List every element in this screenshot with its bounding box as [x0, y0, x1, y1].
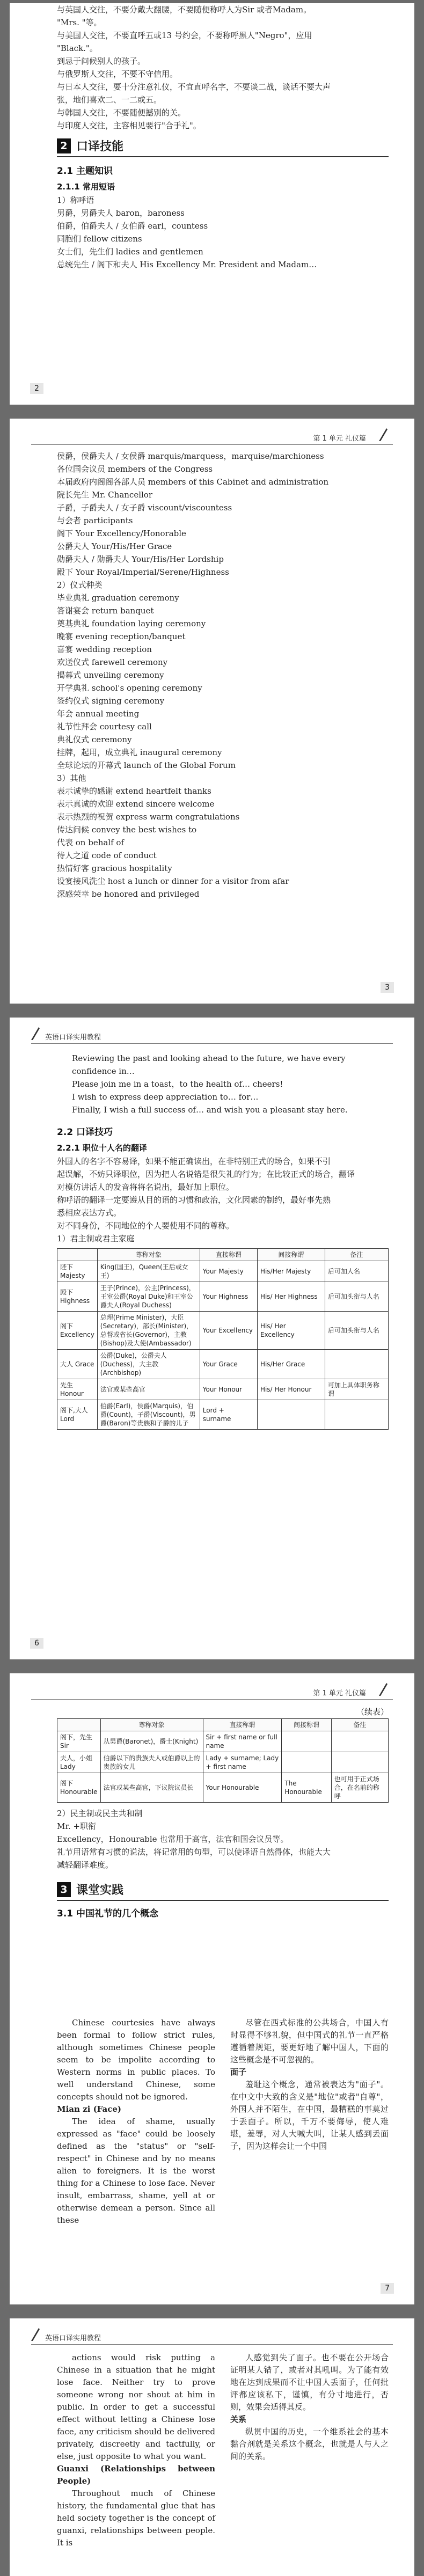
header-rule	[31, 2344, 393, 2345]
text-line: 侯爵，侯爵夫人 / 女侯爵 marquis/marquess，marquise/marchioness	[57, 451, 324, 461]
text-line: 3）其他	[57, 773, 86, 783]
text-line: Excellency，Honourable 也常用于高官，法官和国会议员等。	[57, 1834, 289, 1844]
text-line: 与美国人交往，不要直呼五或13 号约会，不要称呼黑人"Negro"，应用	[57, 31, 312, 40]
section-rule	[57, 1900, 389, 1901]
section-number: 2	[57, 138, 71, 153]
text-line: 表示真诚的欢迎 extend sincere welcome	[57, 799, 215, 809]
text-line: 深感荣幸 be honored and privileged	[57, 889, 200, 899]
text-line: 年会 annual meeting	[57, 709, 140, 719]
page-number: 2	[30, 383, 43, 394]
table-cell: 伯爵以下的贵族夫人或伯爵以上的贵族的女儿	[100, 1752, 203, 1773]
table-cell: 阁下 Excellency	[57, 1312, 98, 1350]
table-header-cell: 备注	[325, 1249, 388, 1261]
text-line: 设宴接风洗尘 host a lunch or dinner for a visitor from afar	[57, 876, 289, 886]
phrase-list	[57, 450, 389, 901]
body-paragraph	[57, 1155, 389, 1245]
column-paragraph: Throughout much of Chinese history, the fundamental glue that has held society together is the concept of guanxi, relationships between people. It is	[57, 2489, 215, 2548]
text-line: 对模仿讲话人的发音将将名说出，最好加上职位。	[57, 1182, 235, 1192]
table-cell: 也可用于正式场合，在名前的称呼	[331, 1773, 388, 1803]
text-line: 全球论坛的开幕式 launch of the Global Forum	[57, 760, 236, 770]
text-line: 悉相应表达方式。	[57, 1208, 122, 1218]
table-cell: King(国王)，Queen(王后或女王)	[97, 1261, 200, 1282]
column-paragraph: actions would risk putting a Chinese in a situation that he might lose face. Neither try to prove someone wrong nor shout at him in public. In order to get a successful effect without letting a Chinese lose face, any criticism should be delivered privately, discreetly and tactfully, or else, just opposite to what you want.	[57, 2353, 215, 2461]
text-line: 1）君主制或君主家庭	[57, 1234, 135, 1243]
column-paragraph: 人感觉到失了面子。也不要在公开场合证明某人错了，或者对其吼叫。为了能有效地在达到成果而不让中国人丢面子，任何批评都应该私下，谨慎，有分寸地进行，否则，效果会适得其反。	[230, 2353, 389, 2412]
page-6	[10, 1018, 414, 1659]
table-header-cell	[57, 1719, 101, 1731]
table-cell: The Honourable	[282, 1773, 331, 1803]
running-header: 英语口译实用教程	[45, 2334, 101, 2343]
table-header-cell	[57, 1249, 98, 1261]
text-line: 礼节用语常有习惯的说法，将记常用的句型，可以使译语自然得体，也能大大	[57, 1847, 331, 1857]
table-cell: 公爵(Duke)，公爵夫人(Duchess)，大主教(Archbishop)	[97, 1350, 200, 1379]
pen-icon	[29, 1025, 41, 1041]
table-row	[57, 1282, 389, 1312]
table-cell: Your Highness	[200, 1282, 257, 1312]
table-cell: Your Grace	[200, 1350, 257, 1379]
table-cell: His/ Her Highness	[257, 1282, 325, 1312]
table-row	[57, 1752, 389, 1773]
text-line: 待人之道 code of conduct	[57, 851, 157, 860]
column-paragraph: 羞耻这个概念，通常被表达为"面子"。在中文中大致的含义是"地位"或者"自尊"，外国人并不陌生，在中国，最糟糕的事莫过于丢面子。所以，千万不要侮辱，使人难堪，羞辱，对人大喊大叫，让某人感到丢面子，因为这样会让一个中国	[230, 2080, 389, 2151]
running-header: 英语口译实用教程	[45, 1034, 101, 1042]
text-line: 签约仪式 signing ceremony	[57, 696, 165, 706]
table-cell: Sir + first name or full name	[203, 1731, 282, 1752]
text-line: 减轻翻译难度。	[57, 1860, 114, 1870]
text-line: 阁下 Your Excellency/Honorable	[57, 529, 186, 538]
text-line: I wish to express deep appreciation to… for…	[72, 1092, 259, 1102]
header-rule	[31, 1043, 393, 1044]
page-number: 7	[381, 2283, 394, 2294]
text-line: 礼节性拜会 courtesy call	[57, 722, 152, 731]
table-cell: Lady + surname; Lady + first name	[203, 1752, 282, 1773]
table-header-cell: 直接称谓	[200, 1249, 257, 1261]
pen-icon	[377, 426, 389, 442]
table-row	[57, 1773, 389, 1803]
text-line: 到忌于问候别人的孩子。	[57, 56, 146, 66]
pen-icon	[377, 1681, 389, 1697]
text-line: 各位国会议员 members of the Congress	[57, 464, 213, 474]
section-2-heading-block	[57, 137, 389, 271]
section-title	[57, 137, 389, 154]
text-line: 公爵夫人 Your/His/Her Grace	[57, 541, 172, 551]
english-column	[57, 2352, 215, 2549]
table-cell: 殿下 Highness	[57, 1282, 98, 1312]
table-cell: His/ Her Excellency	[257, 1312, 325, 1350]
table-cell: 陛下 Majesty	[57, 1261, 98, 1282]
table-cell	[282, 1752, 331, 1773]
text-line: 同胞们 fellow citizens	[57, 234, 142, 244]
text-line: 毕业典礼 graduation ceremony	[57, 593, 179, 603]
table-cell: 法官或某些高官	[97, 1379, 200, 1400]
text-line: 2）仪式种类	[57, 580, 103, 590]
chinese-column	[230, 2352, 389, 2549]
table-header-row	[57, 1249, 389, 1261]
section-number: 3	[57, 1882, 71, 1897]
table-cell: His/Her Grace	[257, 1350, 325, 1379]
honorifics-table-continued	[57, 1718, 389, 1803]
table-cell	[257, 1400, 325, 1430]
chinese-column	[230, 2017, 389, 2227]
table-header-row	[57, 1719, 389, 1731]
text-line: 典礼仪式 ceremony	[57, 735, 132, 744]
subsection-heading: 3.1 中国礼节的几个概念	[57, 1908, 159, 1919]
text-line: 喜宴 wedding reception	[57, 645, 152, 654]
table-cell: 从男爵(Baronet)，爵士(Knight)	[100, 1731, 203, 1752]
text-line: 女士们，先生们 ladies and gentlemen	[57, 247, 203, 257]
table-cell: 总理(Prime Minister)，大臣(Secretary)，部长(Minister)，总督或省长(Governor)，主教(Bishop)及大使(Ambassador)	[97, 1312, 200, 1350]
text-line: Please join me in a toast，to the health of… cheers!	[72, 1079, 283, 1089]
toast-lines	[57, 1052, 389, 1116]
column-paragraph: Chinese courtesies have always been formal to follow strict rules, although sometimes Chinese people seem to be impolite according to Western norms in public places. To well understand Chinese, some concepts should not be ignored.	[57, 2018, 215, 2102]
text-line: 张，地们喜欢二、一二或五。	[57, 95, 162, 105]
text-line: Finally, I wish a full success of… and wish you a pleasant stay here.	[72, 1105, 348, 1115]
column-heading: 面子	[230, 2067, 247, 2077]
text-line: 晚宴 evening reception/banquet	[57, 632, 186, 641]
table-cell: 后可加人名	[325, 1261, 388, 1282]
text-line: 答谢宴会 return banquet	[57, 606, 154, 616]
column-heading: Mian zi (Face)	[57, 2104, 122, 2114]
text-line: "Mrs. "等。	[57, 18, 102, 27]
text-line: 总统先生 / 阁下和夫人 His Excellency Mr. President and Madam…	[57, 260, 317, 269]
table-cell: 阁下 Honourable	[57, 1773, 101, 1803]
table-row	[57, 1261, 389, 1282]
bilingual-columns	[57, 2017, 389, 2227]
table-row	[57, 1400, 389, 1430]
table-cell: 后可加头衔与人名	[325, 1282, 388, 1312]
text-line: 与会者 participants	[57, 516, 133, 525]
text-line: 挂牌，起用，成立典礼 inaugural ceremony	[57, 748, 222, 757]
body-block	[57, 1706, 389, 1922]
text-line: 代表 on behalf of	[57, 838, 125, 847]
running-header: 第 1 单元 礼仪篇	[313, 435, 366, 443]
text-line: 表示热烈的祝贺 express warm congratulations	[57, 812, 240, 822]
page-number: 3	[381, 982, 394, 993]
section-title	[57, 1881, 389, 1898]
header-rule	[31, 444, 393, 445]
table-cell: Your Honourable	[203, 1773, 282, 1803]
header-rule	[31, 1699, 393, 1700]
sub-item-title: 2）民主制或民主共和制	[57, 1809, 143, 1818]
pen-icon	[29, 2326, 41, 2342]
table-cell: His/ Her Honour	[257, 1379, 325, 1400]
table-cell: 大人 Grace	[57, 1350, 98, 1379]
text-line: 与英国人交往，不要分戴大翻腰，不要随便称呼人为Sir 或者Madam。	[57, 5, 312, 14]
table-cell: Your Majesty	[200, 1261, 257, 1282]
page-2	[10, 3, 414, 405]
table-row	[57, 1312, 389, 1350]
column-heading: Guanxi (Relationships between People)	[57, 2464, 215, 2486]
continued-label: （续表）	[356, 1707, 389, 1717]
subsubsection-heading: 2.1.1 常用短语	[57, 182, 115, 192]
text-line: Reviewing the past and looking ahead to the future, we have every	[72, 1053, 346, 1063]
subsection-heading: 2.1 主题知识	[57, 166, 113, 177]
running-header: 第 1 单元 礼仪篇	[313, 1689, 366, 1697]
table-cell: Your Honour	[200, 1379, 257, 1400]
table-header-cell: 直接称谓	[203, 1719, 282, 1731]
table-cell: 王子(Prince)，公主(Princess)，王室公爵(Royal Duke)和王室公爵夫人(Royal Duchess)	[97, 1282, 200, 1312]
text-line: Mr. +职衔	[57, 1821, 96, 1831]
text-line: 揭幕式 unveiling ceremony	[57, 670, 164, 680]
table-cell	[325, 1400, 388, 1430]
table-cell	[282, 1731, 331, 1752]
bilingual-columns	[57, 2352, 389, 2549]
english-column	[57, 2017, 215, 2227]
text-line: 奠基典礼 foundation laying ceremony	[57, 619, 206, 628]
column-paragraph: 纵贯中国的历史，一个维系社会的基本黏合剂就是关系这个概念，也就是人与人之间的关系。	[230, 2427, 389, 2461]
text-line: 热情好客 gracious hospitality	[57, 863, 172, 873]
text-line: 子爵，子爵夫人 / 女子爵 viscount/viscountess	[57, 503, 232, 513]
table-cell: 先生 Honour	[57, 1379, 98, 1400]
text-line: 勋爵夫人 / 勋爵夫人 Your/His/Her Lordship	[57, 554, 224, 564]
phrase-list	[57, 207, 389, 271]
table-cell: 后可加头衔与人名	[325, 1312, 388, 1350]
top-notes	[57, 3, 389, 132]
text-line: 起误解，不妨只译职位，因为把人名说错是很失礼的行为；在比较正式的场合，翻译	[57, 1169, 355, 1179]
text-line: 传达问候 convey the best wishes to	[57, 825, 197, 835]
page-number: 6	[30, 1638, 43, 1649]
honorifics-table	[57, 1248, 389, 1430]
subsection-heading: 2.2 口译技巧	[57, 1127, 113, 1138]
page-8	[10, 2318, 414, 2576]
page-3	[10, 419, 414, 1004]
text-line: 与印度人交往，主容相见要行"合手礼"。	[57, 121, 201, 130]
table-header-cell: 尊称对象	[100, 1719, 203, 1731]
table-cell: 伯爵(Earl)，侯爵(Marquis)，伯爵(Count)，子爵(Viscount)，男爵(Baron)等贵族和子爵的儿子	[97, 1400, 200, 1430]
text-line: 与日本人交往，要十分注意礼仪，不宜直呼名字，不要谈二战，谈话不要大声	[57, 82, 331, 92]
text-line: 本届政府内阁阁各部人员 members of this Cabinet and administration	[57, 477, 329, 487]
table-row	[57, 1731, 389, 1752]
section-title-text: 口译技能	[76, 140, 124, 153]
text-line: 院长先生 Mr. Chancellor	[57, 490, 153, 500]
table-cell: Lord + surname	[200, 1400, 257, 1430]
table-cell: His/Her Majesty	[257, 1261, 325, 1282]
sub-item-title: 1）称呼语	[57, 195, 94, 205]
table-header-cell: 备注	[331, 1719, 388, 1731]
text-line: 欢送仪式 farewell ceremony	[57, 657, 168, 667]
table-cell: 法官或某些高官，下议院议员长	[100, 1773, 203, 1803]
column-paragraph: 尽管在西式标准的公共场合，中国人有时显得不够礼貌，但中国式的礼节一直严格遵循着规矩，要更好地了解中国人，下面的这些概念是不可忽视的。	[230, 2018, 389, 2065]
table-cell: 阁下，先生 Sir	[57, 1731, 101, 1752]
text-line: 称呼语的翻译一定要遵从目的语的习惯和政治，文化因素的制约，最好事先熟	[57, 1195, 331, 1205]
text-line: confidence in…	[72, 1066, 135, 1076]
table-header-cell: 间接称谓	[282, 1719, 331, 1731]
table-cell: 可加上具体职务称谓	[325, 1379, 388, 1400]
column-heading: 关系	[230, 2414, 247, 2424]
page-7	[10, 1673, 414, 2304]
column-paragraph: The idea of shame, usually expressed as "face" could be loosely defined as the "status" or "self-respect" in Chinese and by no means alien to foreigners. It is the worst thing for a Chinese to lose face. Never insult, embarrass, shame, yell at or otherwise demean a person. Since all these	[57, 2117, 215, 2225]
table-cell	[331, 1731, 388, 1752]
table-cell: 夫人，小姐 Lady	[57, 1752, 101, 1773]
table-header-cell: 尊称对象	[97, 1249, 200, 1261]
body-block	[57, 1052, 389, 1430]
section-rule	[57, 156, 389, 157]
table-cell: 阁下,大人 Lord	[57, 1400, 98, 1430]
text-line: 与韩国人交往，不要随便撼别的关。	[57, 108, 186, 118]
text-line: 与俄罗斯人交往，不要不守信用。	[57, 69, 178, 79]
text-line: 对不同身份，不同地位的个人要使用不同的尊称。	[57, 1221, 235, 1231]
text-line: 殿下 Your Royal/Imperial/Serene/Highness	[57, 567, 229, 577]
text-line: 男爵，男爵夫人 baron，baroness	[57, 208, 185, 218]
text-line: 伯爵，伯爵夫人 / 女伯爵 earl，countess	[57, 221, 208, 231]
subsubsection-heading: 2.2.1 职位十人名的翻译	[57, 1143, 147, 1153]
text-line: 开学典礼 school's opening ceremony	[57, 683, 202, 693]
text-line: "Black."。	[57, 43, 98, 53]
table-row	[57, 1350, 389, 1379]
table-row	[57, 1379, 389, 1400]
text-line: 外国人的名字不容易译，如果不能正确读出，在非特别正式的场合，如果不引	[57, 1157, 331, 1166]
section-title-text: 课堂实践	[76, 1884, 124, 1897]
table-cell: Your Excellency	[200, 1312, 257, 1350]
body-paragraph	[57, 1820, 389, 1871]
table-cell	[331, 1752, 388, 1773]
table-header-cell: 间接称谓	[257, 1249, 325, 1261]
text-line: 表示诚挚的感谢 extend heartfelt thanks	[57, 786, 211, 796]
table-cell	[325, 1350, 388, 1379]
